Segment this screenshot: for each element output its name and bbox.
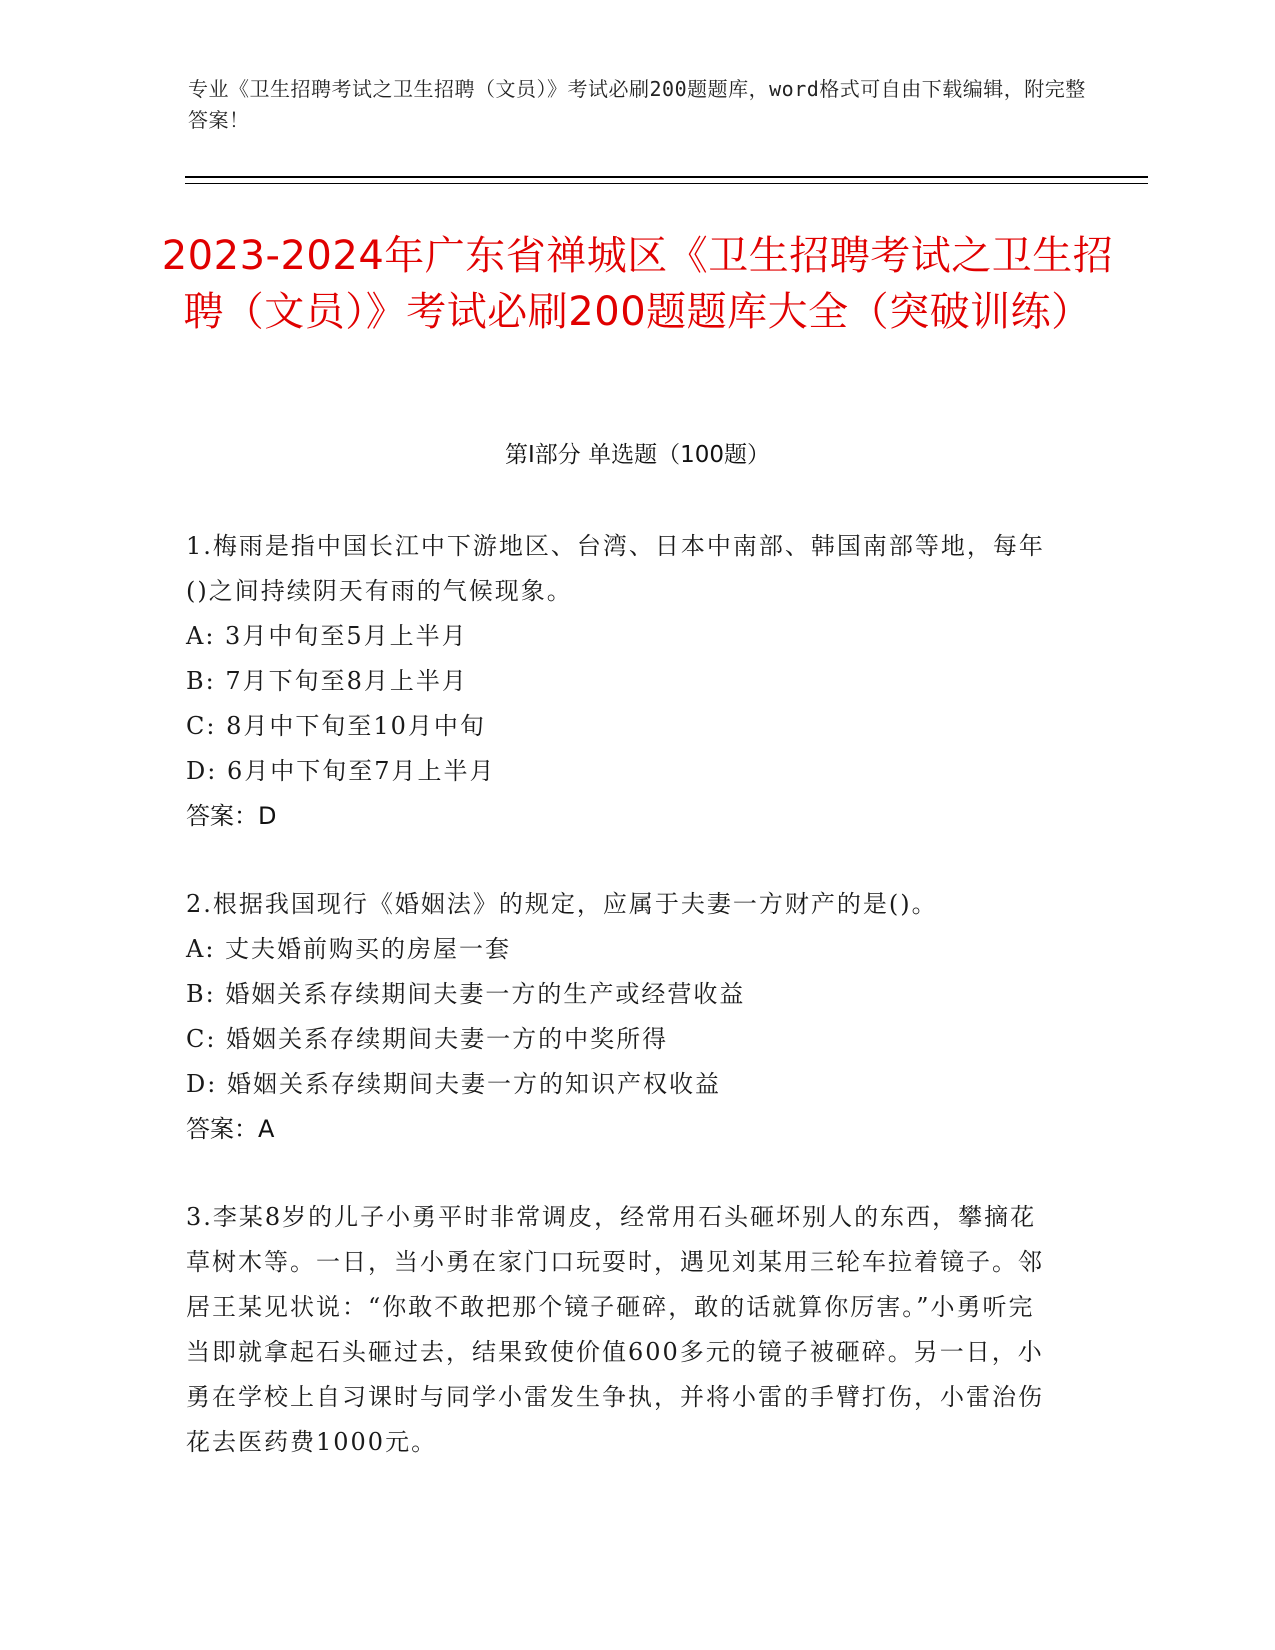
- option-a: A: 丈夫婚前购买的房屋一套: [186, 935, 512, 963]
- option-a: A: 3月中旬至5月上半月: [186, 622, 468, 650]
- question-stem: 2.根据我国现行《婚姻法》的规定，应属于夫妻一方财产的是()。: [186, 890, 938, 918]
- header-rule-thin: [185, 183, 1148, 184]
- option-d: D: 6月中下旬至7月上半月: [186, 757, 496, 785]
- question-stem: 3.李某8岁的儿子小勇平时非常调皮，经常用石头砸坏别人的东西，攀摘花草树木等。一日，当小勇在家门口玩耍时，遇见刘某用三轮车拉着镜子。邻居王某见状说：“你敢不敢把那个镜子砸碎，敢的话就算你厉害。”小勇听完当即就拿起石头砸过去，结果致使价值600多元的镜子被砸碎。另一日，小勇在学校上自习课时与同学小雷发生争执，并将小雷的手臂打伤，小雷治伤花去医药费1000元。: [186, 1203, 1044, 1456]
- question-stem: 1.梅雨是指中国长江中下游地区、台湾、日本中南部、韩国南部等地，每年()之间持续阴天有雨的气候现象。: [186, 532, 1045, 605]
- option-b: B: 婚姻关系存续期间夫妻一方的生产或经营收益: [186, 980, 746, 1008]
- question-3: [186, 1195, 1056, 1465]
- question-2: [186, 882, 1056, 1152]
- header-note: 专业《卫生招聘考试之卫生招聘（文员）》考试必刷200题题库，word格式可自由下载编辑，附完整答案！: [188, 77, 1086, 132]
- option-c: C: 8月中下旬至10月中旬: [186, 712, 486, 740]
- document-title: 2023-2024年广东省禅城区《卫生招聘考试之卫生招聘（文员）》考试必刷200题题库大全（突破训练）: [161, 233, 1114, 335]
- header-rule-thick: [185, 176, 1148, 178]
- option-b: B: 7月下旬至8月上半月: [186, 667, 468, 695]
- question-list: [186, 524, 1056, 1508]
- option-c: C: 婚姻关系存续期间夫妻一方的中奖所得: [186, 1025, 669, 1053]
- section-heading: 第Ⅰ部分 单选题（100题）: [505, 442, 770, 468]
- question-1: [186, 524, 1056, 839]
- answer: 答案：D: [186, 802, 277, 830]
- answer: 答案：A: [186, 1115, 275, 1143]
- option-d: D: 婚姻关系存续期间夫妻一方的知识产权收益: [186, 1070, 721, 1098]
